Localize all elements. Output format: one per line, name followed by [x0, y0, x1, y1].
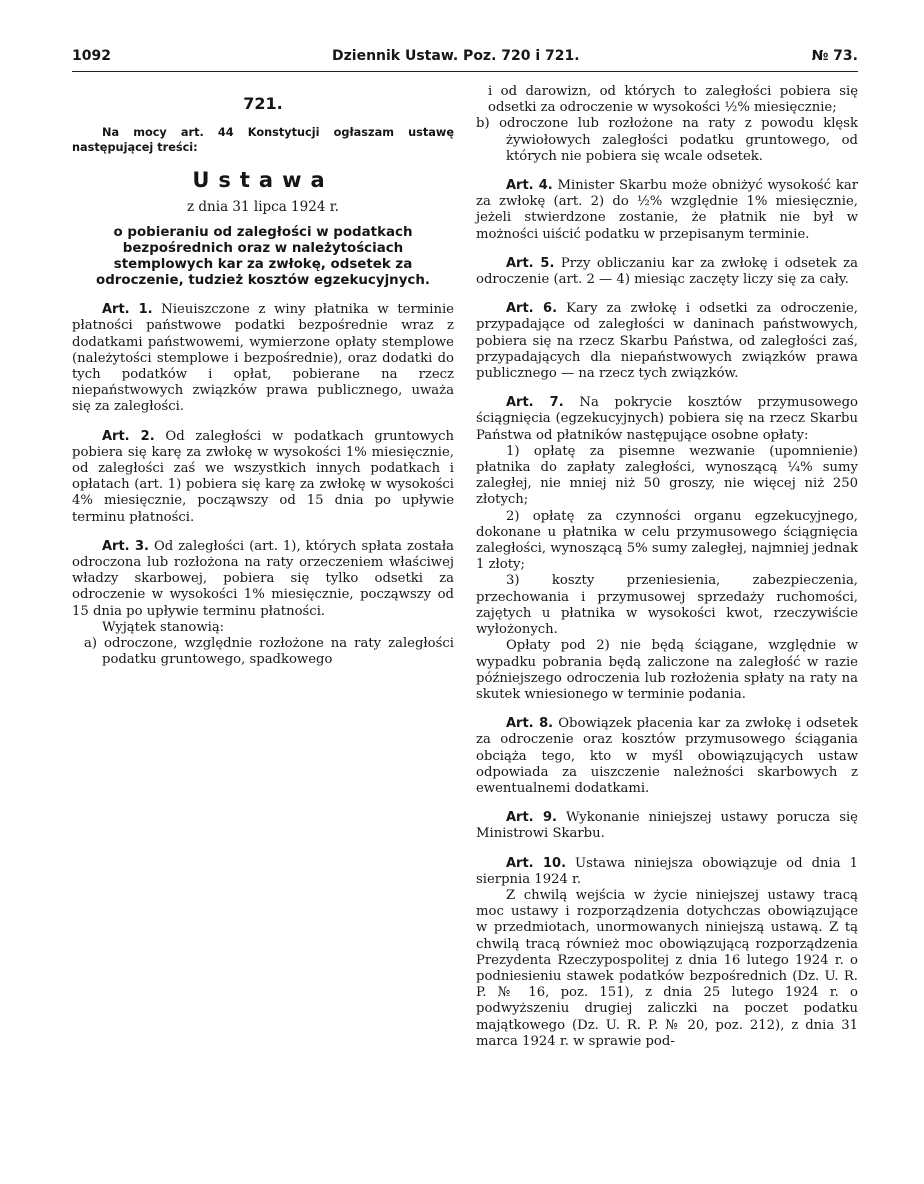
article-label: Art. 8. — [506, 716, 554, 732]
article-text: Minister Skarbu może obniżyć wysokość kar za zwłokę (art. 2) do ½% względnie 1% miesięcznie, jeżeli stwierdzone zostanie, że płatnik nie był w możności uiścić podatku w przepisanym terminie. — [476, 178, 859, 242]
article-5 — [476, 256, 858, 288]
article-7 — [476, 395, 858, 444]
article-7-item-3: 3) koszty przeniesienia, zabezpieczenia, przechowania i przymusowej sprzedaży ruchomości, zajętych u płatnika w wysokości kwot, rzeczywiście wyłożonych. — [476, 573, 858, 638]
issue-number: № 73. — [811, 48, 858, 64]
article-text: Nieuiszczone z winy płatnika w terminie płatności państwowe podatki bezpośrednie wraz z dodatkami państwowemi, wymierzone opłaty stemplowe (należytości stemplowe i bezpośrednie), oraz dodatki do tych podatków i opłat, pobierane na rzecz niepaństwowych związków prawa publicznego, uważa się za zaległości. — [72, 302, 454, 415]
article-label: Art. 6. — [506, 301, 558, 317]
article-8 — [476, 716, 858, 797]
article-4 — [476, 178, 858, 243]
article-7-item-1: 1) opłatę za pisemne wezwanie (upomnienie) płatnika do zapłaty zaległości, wynoszącą ¼% sumy zaległej, nie mniej niż 50 groszy, nie więcej niż 250 złotych; — [476, 443, 858, 508]
header-rule — [72, 71, 858, 72]
act-heading: Ustawa — [192, 168, 334, 192]
act-subject: o pobieraniu od zaległości w podatkach bezpośrednich oraz w należytościach stemplowych kar za zwłokę, odsetek za odroczenie, tudzież kosztów egzekucyjnych. — [96, 225, 430, 289]
article-6 — [476, 301, 858, 382]
item-a-continuation: i od darowizn, od których to zaległości pobiera się odsetki za odroczenie w wysokości ½% miesięcznie; — [488, 84, 858, 116]
article-9 — [476, 810, 858, 842]
article-text: Ustawa niniejsza obowiązuje od dnia 1 sierpnia 1924 r. — [476, 855, 858, 887]
article-2 — [72, 429, 454, 526]
journal-title: Dziennik Ustaw. Poz. 720 i 721. — [332, 48, 580, 64]
article-label: Art. 10. — [506, 855, 567, 871]
article-text: Od zaległości (art. 1), których spłata została odroczona lub rozłożona na raty orzeczeniem właściwej władzy skarbowej, pobiera się tylko odsetki za odroczenie w wysokości 1% miesięcznie, począwszy od 15 dnia po upływie terminu płatności. — [72, 538, 454, 619]
article-label: Art. 1. — [102, 302, 153, 318]
act-date: z dnia 31 lipca 1924 r. — [187, 199, 339, 215]
article-text: Obowiązek płacenia kar za zwłokę i odsetek za odroczenie oraz kosztów przymusowego ściągania obciąża tego, kto w myśl obowiązujących ustaw odpowiada za uiszczenie należności skarbowych z ewentualnemi dodatkami. — [476, 716, 858, 796]
article-3-item-a: a) odroczone, względnie rozłożone na raty zaległości podatku gruntowego, spadkowego — [84, 636, 454, 668]
article-10 — [476, 856, 858, 888]
article-10-paragraph-2: Z chwilą wejścia w życie niniejszej ustawy tracą moc ustawy i rozporządzenia dotychczas obowiązujące w przedmiotach, unormowanych niniejszą ustawą. Z tą chwilą tracą również moc obowiązującą rozporządzenia Prezydenta Rzeczypospolitej z dnia 16 lutego 1924 r. o podniesieniu stawek podatków bezpośrednich (Dz. U. R. P. № 16, poz. 151), z dnia 25 lutego 1924 r. o podwyższeniu drugiej zaliczki na poczet podatku majątkowego (Dz. U. R. P. № 20, poz. 212), z dnia 31 marca 1924 r. w sprawie pod- — [476, 887, 858, 1049]
article-7-item-2: 2) opłatę za czynności organu egzekucyjnego, dokonane u płatnika w celu przymusowego ściągnięcia zaległości, wynoszącą 5% sumy zaległej, najmniej jednak 1 złoty; — [476, 508, 858, 573]
article-3-exceptions: Wyjątek stanowią: — [102, 619, 225, 635]
intro-text: Na mocy art. 44 Konstytucji ogłaszam ustawę następującej treści: — [72, 126, 454, 154]
article-text: Kary za zwłokę i odsetki za odroczenie, przypadające od zaległości w daninach państwowych, pobiera się na rzecz Skarbu Państwa, od zaległości zaś, przypadających dla niepaństwowych związków prawa publicznego — na rzecz tych związków. — [476, 301, 858, 382]
left-column — [72, 84, 454, 668]
article-label: Art. 9. — [506, 810, 557, 826]
article-7-note: Opłaty pod 2) nie będą ściągane, względnie w wypadku pobrania będą zaliczone na zaległość w razie późniejszego odroczenia lub rozłożenia spłaty na raty na skutek wniesionego w terminie podania. — [476, 638, 858, 702]
article-text: Przy obliczaniu kar za zwłokę i odsetek za odroczenie (art. 2 — 4) miesiąc zaczęty liczy się za cały. — [476, 255, 858, 288]
article-label: Art. 2. — [102, 428, 155, 444]
article-label: Art. 5. — [506, 255, 555, 271]
article-1 — [72, 302, 454, 415]
article-text: Na pokrycie kosztów przymusowego ściągnięcia (egzekucyjnych) pobiera się na rzecz Skarbu Państwa od płatników następujące osobne opłaty: — [476, 395, 858, 443]
page-header — [72, 48, 858, 70]
article-3-item-b: b) odroczone lub rozłożone na raty z powodu klęsk żywiołowych zaległości podatku gruntowego, od których nie pobiera się wcale odsetek. — [476, 116, 858, 164]
article-label: Art. 4. — [506, 178, 553, 194]
act-number: 721. — [243, 94, 283, 113]
article-label: Art. 3. — [102, 538, 149, 554]
article-3 — [72, 539, 454, 620]
right-column — [476, 84, 858, 1050]
article-label: Art. 7. — [506, 395, 564, 411]
page-number: 1092 — [72, 48, 111, 64]
article-text: Wykonanie niniejszej ustawy porucza się Ministrowi Skarbu. — [476, 810, 858, 842]
article-text: Od zaległości w podatkach gruntowych pobiera się karę za zwłokę w wysokości 1% miesięcznie, od zaległości zaś we wszystkich innych podatkach i opłatach (art. 1) pobiera się karę za zwłokę w wysokości 4% miesięcznie, począwszy od 15 dnia po upływie terminu płatności. — [72, 428, 454, 525]
